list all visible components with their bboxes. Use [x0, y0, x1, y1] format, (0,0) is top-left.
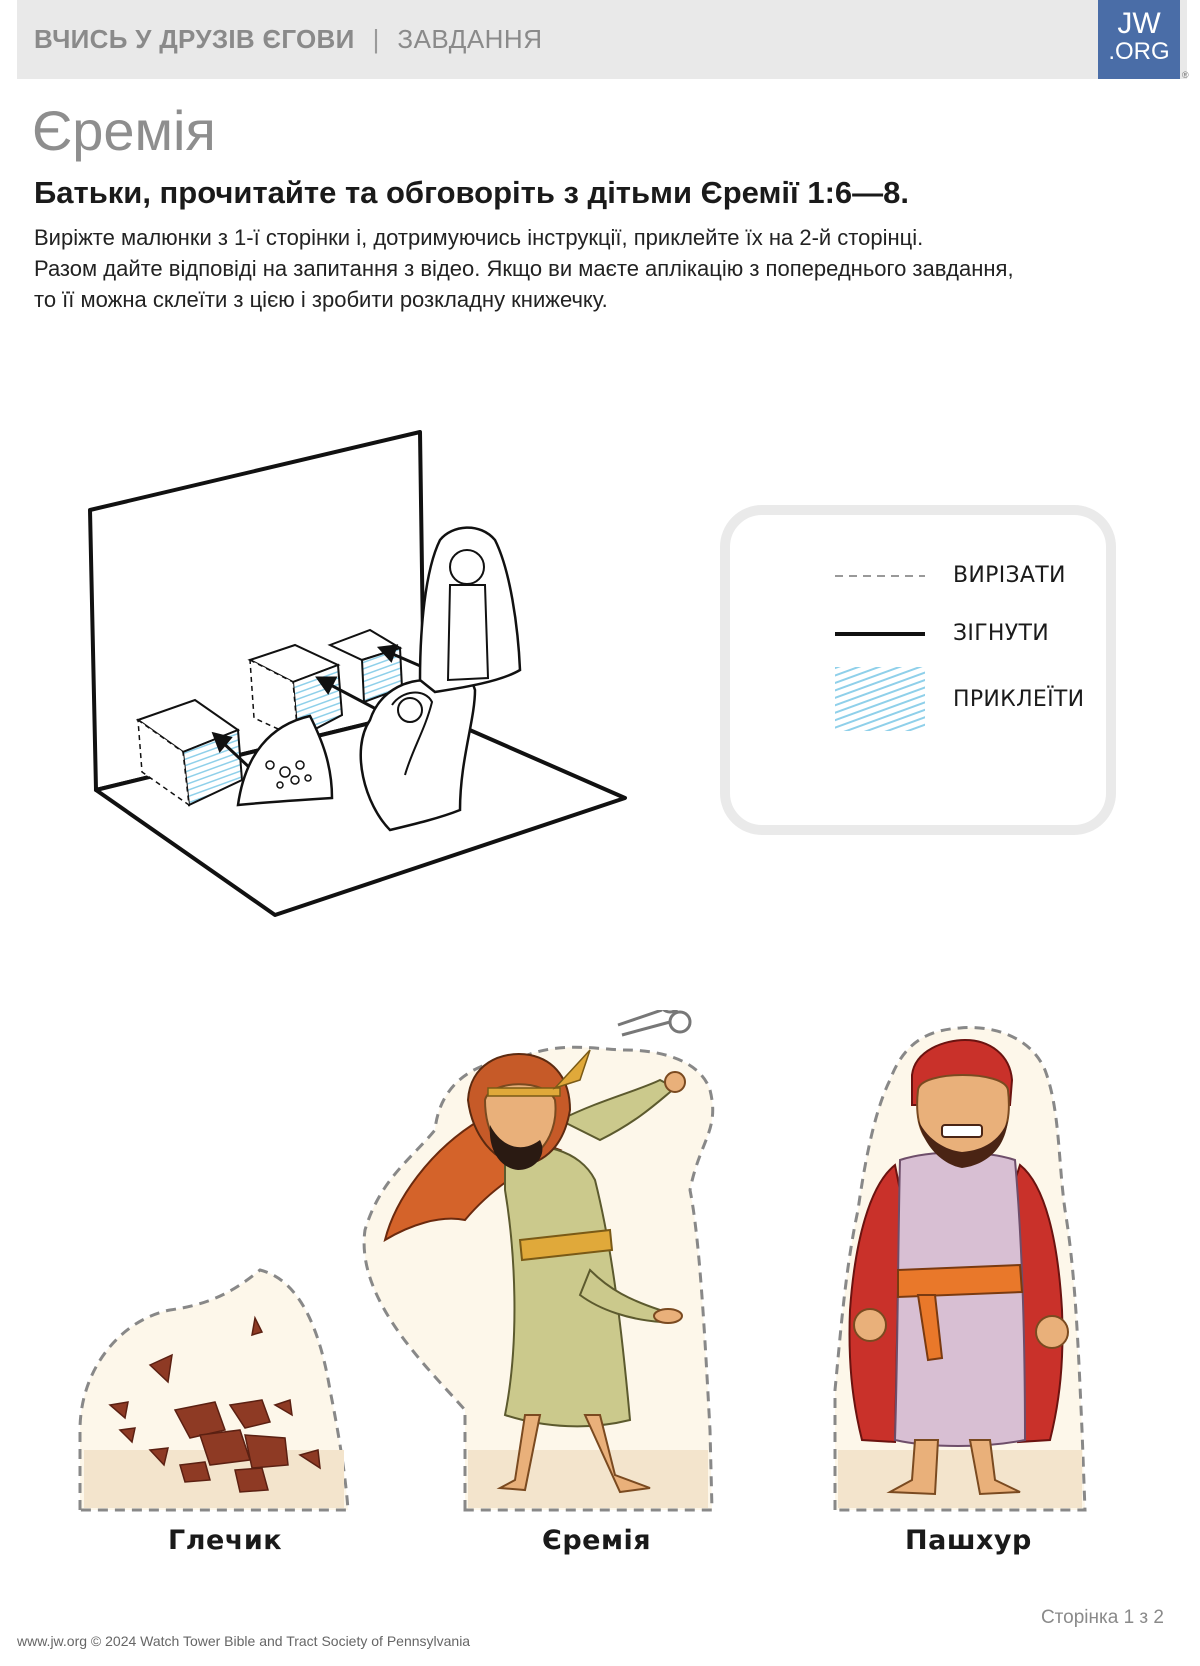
- registered-mark: ®: [1182, 70, 1189, 80]
- instruction-line-3: то її можна склеїти з цією і зробити розкладну книжечку.: [34, 287, 608, 312]
- solid-line-icon: [835, 629, 925, 639]
- header-separator: |: [372, 24, 380, 54]
- instructions: [34, 222, 1164, 315]
- footer-copyright[interactable]: www.jw.org © 2024 Watch Tower Bible and Tract Society of Pennsylvania: [17, 1633, 471, 1649]
- legend-row-cut: [835, 563, 1066, 588]
- page-title: Єремія: [32, 99, 216, 162]
- subtitle: Батьки, прочитайте та обговоріть з дітьми Єремії 1:6—8.: [34, 175, 910, 210]
- glue-hatch-icon: [835, 667, 925, 731]
- diagram-pashhur-cutout: [420, 528, 520, 692]
- jeremiah-cutout: [364, 1010, 713, 1510]
- legend-box: [720, 505, 1116, 835]
- series-title: ВЧИСЬ У ДРУЗІВ ЄГОВИ: [34, 24, 355, 54]
- pashhur-cutout: [835, 1027, 1085, 1510]
- section-title: ЗАВДАННЯ: [397, 24, 543, 54]
- logo-line2: .ORG: [1108, 38, 1170, 65]
- page-number: Сторінка 1 з 2: [1040, 1607, 1164, 1628]
- legend-label-fold: ЗІГНУТИ: [953, 621, 1049, 646]
- legend-row-glue: [835, 667, 1084, 731]
- pot-cutout: [80, 1270, 348, 1510]
- jw-org-logo[interactable]: [1098, 0, 1180, 79]
- label-pot: Глечик: [168, 1525, 283, 1556]
- instruction-line-2: Разом дайте відповіді на запитання з відео. Якщо ви маєте аплікацію з попереднього завдання,: [34, 256, 1014, 281]
- label-pashhur: Пашхур: [905, 1525, 1032, 1556]
- header-bar: [17, 0, 1187, 79]
- legend-row-fold: [835, 621, 1049, 646]
- legend-label-glue: ПРИКЛЕЇТИ: [953, 686, 1085, 712]
- legend-label-cut: ВИРІЗАТИ: [953, 563, 1066, 588]
- instruction-line-1: Виріжте малюнки з 1-ї сторінки і, дотримуючись інструкції, приклейте їх на 2-й сторінці.: [34, 225, 924, 250]
- logo-line1: JW: [1117, 7, 1161, 40]
- dashed-line-icon: [835, 571, 925, 581]
- cutout-figures: [0, 1010, 1200, 1530]
- assembly-diagram: [80, 420, 640, 920]
- scissors-icon: [618, 1010, 690, 1035]
- label-jeremiah: Єремія: [542, 1525, 652, 1556]
